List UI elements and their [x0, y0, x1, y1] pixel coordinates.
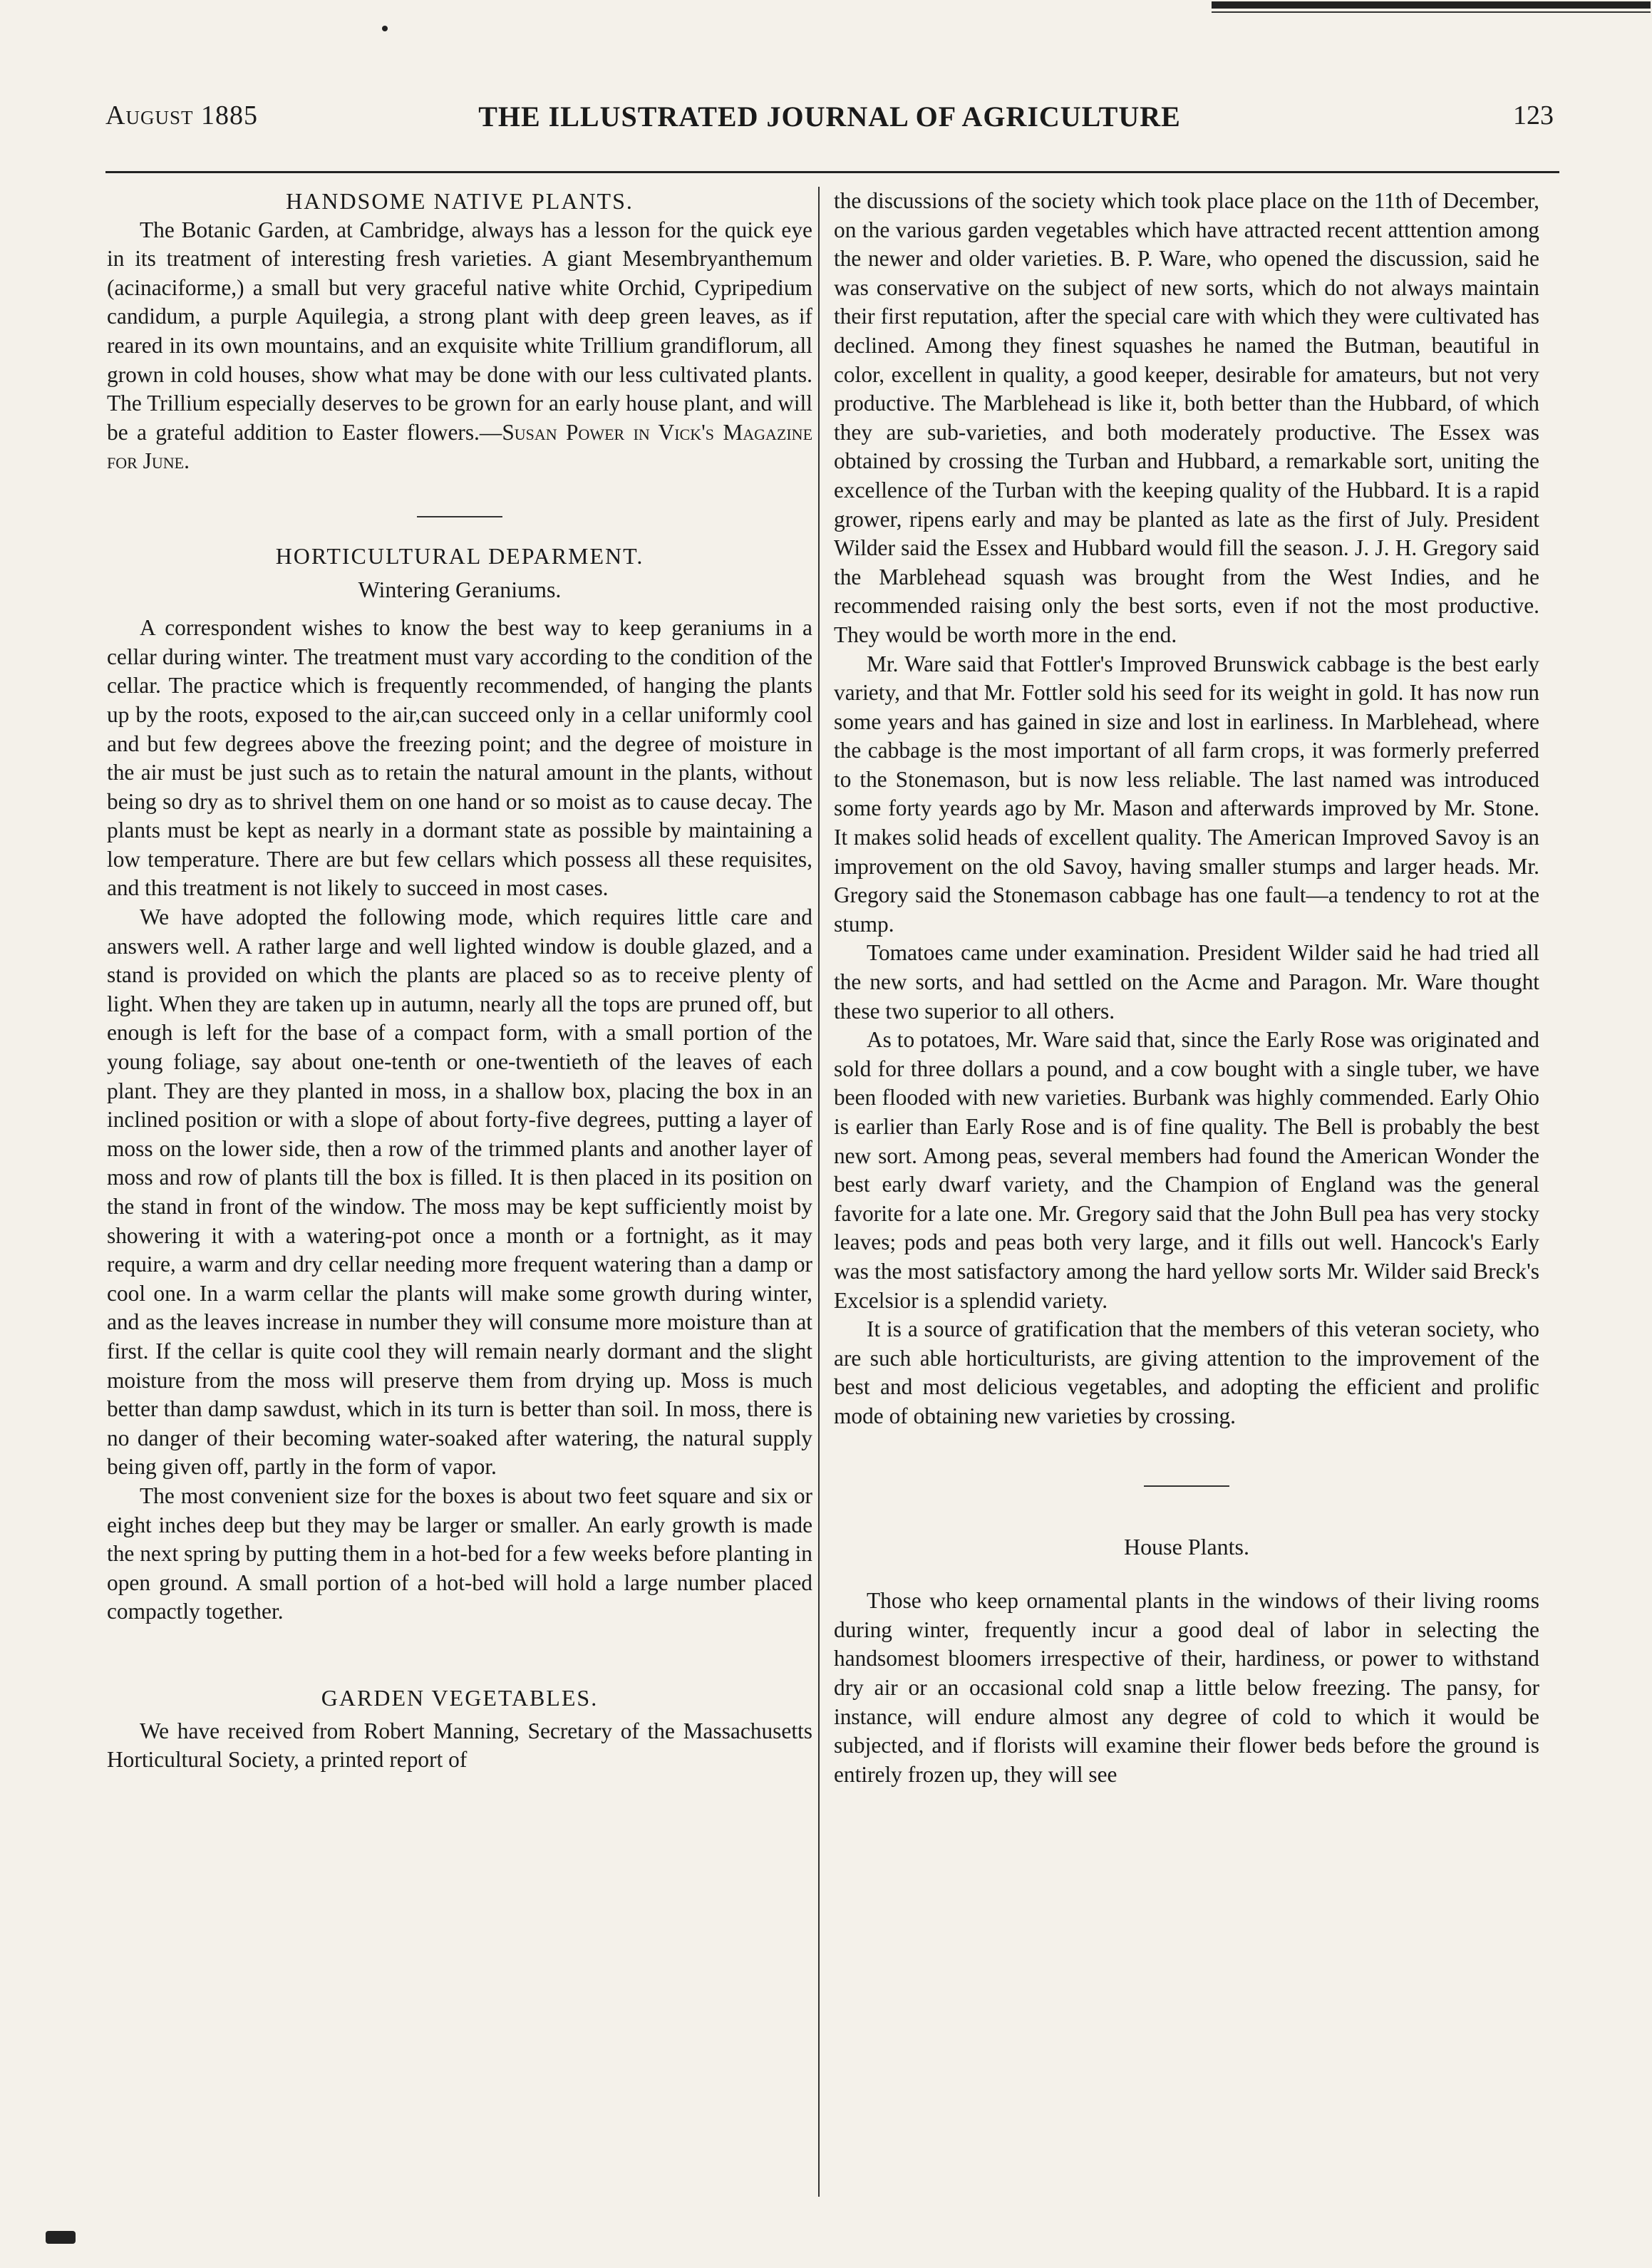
house-plants-paragraph: Those who keep ornamental plants in the windows of their living rooms during winter, frequently incur a good deal of labor in selecting the handsomest bloomers irrespective of their, hardiness, or power to withstand dry air or an occasional cold snap a little below freezing. The pansy, for instance, will endure almost any degree of cold to which it would be subjected, and if florists will examine their flower beds before the ground is entirely frozen up, they will see: [834, 1588, 1539, 1787]
horticultural-heading: HORTICULTURAL DEPARMENT.: [275, 542, 644, 569]
vegetables-paragraph-3: Tomatoes came under examination. President Wilder said he had tried all the new sorts, and had settled on the Acme and Paragon. Mr. Ware thought these two superior to all others.: [834, 940, 1539, 1024]
header-rule: [105, 171, 1559, 173]
wintering-geraniums-subheading: Wintering Geraniums.: [358, 576, 562, 602]
page-header: [105, 100, 1554, 143]
garden-vegetables-heading: GARDEN VEGETABLES.: [321, 1684, 599, 1711]
native-plants-credit: Susan Power in Vick's Magazine for June.: [107, 419, 813, 474]
spacer: [834, 1431, 1539, 1485]
native-plants-text: The Botanic Garden, at Cambridge, always has a lesson for the quick eye in its treatment of interesting fresh varieties. A giant Mesembryanthemum (acinaciforme,) a small but very graceful native white Orchid, Cypripedium candidum, a purple Aquilegia, a strong plant with deep green leaves, as if reared in its own mountains, and an exquisite white Trillium grandiflorum, all grown in cold houses, show what may be done with our less cultivated plants. The Trillium especially deserves to be grown for an early house plant, and will be a grateful addition to Easter flowers.—: [107, 217, 812, 445]
column-divider: [818, 187, 820, 2197]
right-column: [834, 187, 1539, 1789]
ink-mark: [46, 2231, 76, 2244]
page-number: 123: [1513, 100, 1554, 130]
vegetables-paragraph-1: the discussions of the society which took place place on the 11th of December, on the various garden vegetables which have attracted recent atttention among the newer and older varieties. B. P. Ware, who opened the discussion, said he was conservative on the subject of new sorts, which do not always maintain their first reputation, after the special care with which they were cultivated has declined. Among they finest squashes he named the Butman, beautiful in color, excellent in quality, a good keeper, desirable for amateurs, but not very productive. The Marblehead is like it, both better than the Hubbard, of which they are sub-varieties, and both moderately productive. The Essex was obtained by crossing the Turban and Hubbard, a remarkable sort, uniting the excellence of the Turban with the keeping quality of the Hubbard. It is a rapid grower, ripens early and may be planted as late as the first of July. President Wilder said the Essex and Hubbard would fill the season. J. J. H. Gregory said the Marblehead squash was brought from the West Indies, and he recommended raising only the best sorts, even if not the most productive. They would be worth more in the end.: [834, 188, 1539, 647]
left-column: [107, 187, 812, 1775]
house-plants-heading: House Plants.: [1124, 1533, 1249, 1560]
spacer: [834, 1487, 1539, 1532]
vegetables-paragraph-4: As to potatoes, Mr. Ware said that, since the Early Rose was originated and sold for three dollars a pound, and a cow bought with a single tuber, we have been flooded with new varieties. Burbank was highly commended. Early Ohio is earlier than Early Rose and is of fine quality. The Bell is probably the best new sort. Among peas, several members had found the American Wonder the best early dwarf variety, and the Champion of England was the general favorite for a late one. Mr. Gregory said that the John Bull pea has very stocky leaves; pods and peas both very large, and it fills out well. Hancock's Early was the most satisfactory among the hard yellow sorts Mr. Wilder said Breck's Excelsior is a splendid variety.: [834, 1027, 1539, 1313]
native-plants-heading: HANDSOME NATIVE PLANTS.: [286, 188, 634, 214]
spacer: [107, 1627, 812, 1684]
spacer: [107, 517, 812, 542]
garden-vegetables-paragraph: We have received from Robert Manning, Secretary of the Massachusetts Horticultural Society, a printed report of: [107, 1718, 812, 1773]
native-plants-paragraph: [107, 216, 812, 476]
top-edge-rule-thin: [1212, 11, 1651, 13]
vegetables-paragraph-2: Mr. Ware said that Fottler's Improved Brunswick cabbage is the best early variety, and that Mr. Fottler sold his seed for its weight in gold. It has now run some years and has gained in size and lost in earliness. In Marblehead, where the cabbage is the most important of all farm crops, it was formerly preferred to the Stonemason, but is now less reliable. The last named was introduced some forty yeards ago by Mr. Mason and afterwards improved by Mr. Stone. It makes solid heads of excellent quality. The American Improved Savoy is an improvement on the old Savoy, having smaller stumps and larger heads. Mr. Gregory said the Stonemason cabbage has one fault—a tendency to rot at the stump.: [834, 651, 1539, 937]
horticultural-paragraph-2: We have adopted the following mode, which requires little care and answers well. A rather large and well lighted window is double glazed, and a stand is provided on which the plants are placed so as to receive plenty of light. When they are taken up in autumn, nearly all the tops are pruned off, but enough is left for the base of a compact form, with a small portion of the young foliage, say about one-tenth or one-twentieth of the leaves of each plant. They are they planted in moss, in a shallow box, placing the box in an inclined position or with a slope of about forty-five degrees, putting a layer of moss on the lower side, then a row of the trimmed plants and another layer of moss and row of plants till the box is filled. It is then placed in its position on the stand in front of the window. The moss may be kept sufficiently moist by showering it with a watering-pot once a month or a fortnight, as it may require, a warm and dry cellar needing more frequent watering than a damp or cool one. In a warm cellar the plants will make some growth during winter, and as the leaves increase in number they will consume more moisture than at first. If the cellar is quite cool they will remain nearly dormant and the slight moisture from the moss will preserve them from drying up. Moss is much better than damp sawdust, which in its turn is better than soil. In moss, there is no danger of their becoming water-soaked after watering, the natural supply being given off, partly in the form of vapor.: [107, 904, 812, 1480]
spacer: [107, 476, 812, 516]
horticultural-paragraph-3: The most convenient size for the boxes is about two feet square and six or eight inches deep but they may be larger or smaller. An early growth is made the next spring by putting them in a hot-bed for a few weeks before planting in open ground. A small portion of a hot-bed will hold a large number placed compactly together.: [107, 1483, 812, 1624]
issue-date: August 1885: [105, 100, 258, 130]
horticultural-paragraph-1: A correspondent wishes to know the best way to keep geraniums in a cellar during winter. The treatment must vary according to the condition of the cellar. The practice which is frequently recommended, of hanging the plants up by the roots, exposed to the air,can succeed only in a cellar uniformly cool and but few degrees above the freezing point; and the degree of moisture in the air must be just such as to retain the natural amount in the plants, without being so dry as to shrivel them on one hand or so moist as to cause decay. The plants must be kept as nearly in a dormant state as possible by maintaining a low temperature. There are but few cellars which possess all these requisites, and this treatment is not likely to succeed in most cases.: [107, 615, 812, 901]
ink-speck: [382, 26, 388, 31]
spacer: [834, 1561, 1539, 1587]
top-edge-rule: [1212, 1, 1651, 9]
vegetables-paragraph-5: It is a source of gratification that the members of this veteran society, who are such able horticulturists, are giving attention to the improvement of the best and most delicious vegetables, and adopting the efficient and prolific mode of obtaining new varieties by crossing.: [834, 1316, 1539, 1428]
journal-title: THE ILLUSTRATED JOURNAL OF AGRICULTURE: [478, 100, 1181, 133]
